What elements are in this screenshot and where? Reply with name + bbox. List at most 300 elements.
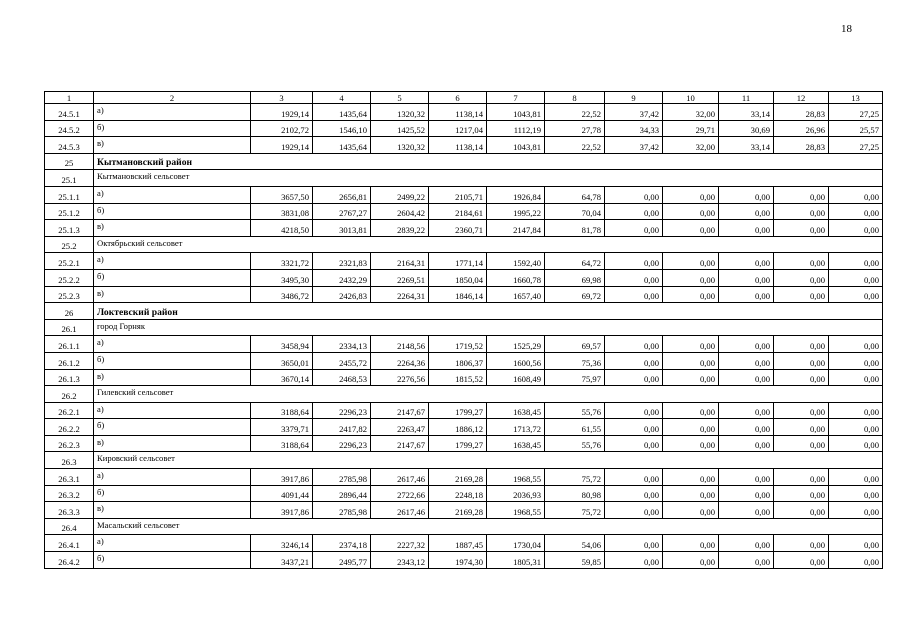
row-option: а): [94, 186, 251, 203]
value-cell: 64,78: [545, 186, 605, 203]
value-cell: 1657,40: [487, 286, 545, 303]
value-cell: 1887,45: [429, 535, 487, 552]
row-code: 26.4.1: [45, 535, 94, 552]
municipality-title: Гилевский сельсовет: [94, 386, 883, 403]
value-cell: 26,96: [774, 120, 829, 137]
value-cell: 1806,37: [429, 352, 487, 369]
value-cell: 1525,29: [487, 336, 545, 353]
row-code: 26.1: [45, 319, 94, 336]
value-cell: 2147,67: [371, 402, 429, 419]
value-cell: 0,00: [774, 253, 829, 270]
table-row: [45, 336, 883, 353]
value-cell: 3917,86: [251, 502, 313, 519]
value-cell: 2785,98: [313, 469, 371, 486]
value-cell: 1929,14: [251, 104, 313, 121]
value-cell: 0,00: [663, 269, 719, 286]
value-cell: 69,98: [545, 269, 605, 286]
table-row: [45, 286, 883, 303]
header-cell: 9: [605, 92, 663, 104]
value-cell: 1320,32: [371, 137, 429, 154]
value-cell: 1425,52: [371, 120, 429, 137]
value-cell: 70,04: [545, 203, 605, 220]
table-row: [45, 369, 883, 386]
row-option: в): [94, 220, 251, 237]
header-cell: 3: [251, 92, 313, 104]
value-cell: 1968,55: [487, 469, 545, 486]
value-cell: 2495,77: [313, 552, 371, 569]
municipality-row: [45, 170, 883, 187]
row-option: б): [94, 352, 251, 369]
value-cell: 0,00: [605, 535, 663, 552]
row-code: 24.5.1: [45, 104, 94, 121]
table-row: [45, 104, 883, 121]
value-cell: 1217,04: [429, 120, 487, 137]
value-cell: 2360,71: [429, 220, 487, 237]
value-cell: 0,00: [663, 485, 719, 502]
value-cell: 0,00: [829, 336, 883, 353]
header-cell: 7: [487, 92, 545, 104]
value-cell: 1815,52: [429, 369, 487, 386]
value-cell: 0,00: [719, 203, 774, 220]
row-option: б): [94, 419, 251, 436]
value-cell: 3495,30: [251, 269, 313, 286]
value-cell: 2248,18: [429, 485, 487, 502]
value-cell: 0,00: [663, 352, 719, 369]
value-cell: 1799,27: [429, 402, 487, 419]
value-cell: 0,00: [719, 253, 774, 270]
row-option: в): [94, 369, 251, 386]
table-row: [45, 186, 883, 203]
value-cell: 1968,55: [487, 502, 545, 519]
value-cell: 0,00: [719, 402, 774, 419]
value-cell: 75,36: [545, 352, 605, 369]
header-cell: 1: [45, 92, 94, 104]
value-cell: 2169,28: [429, 469, 487, 486]
value-cell: 2147,84: [487, 220, 545, 237]
row-option: б): [94, 485, 251, 502]
value-cell: 0,00: [663, 186, 719, 203]
value-cell: 1850,04: [429, 269, 487, 286]
row-code: 26.2.2: [45, 419, 94, 436]
header-cell: 2: [94, 92, 251, 104]
value-cell: 2722,66: [371, 485, 429, 502]
value-cell: 55,76: [545, 435, 605, 452]
value-cell: 1974,30: [429, 552, 487, 569]
value-cell: 3013,81: [313, 220, 371, 237]
value-cell: 0,00: [829, 502, 883, 519]
value-cell: 0,00: [719, 186, 774, 203]
value-cell: 0,00: [663, 502, 719, 519]
row-option: а): [94, 469, 251, 486]
table-body: [45, 92, 883, 569]
value-cell: 1043,81: [487, 104, 545, 121]
value-cell: 0,00: [774, 402, 829, 419]
value-cell: 3486,72: [251, 286, 313, 303]
district-title: Кытмановский район: [94, 153, 883, 170]
value-cell: 0,00: [605, 469, 663, 486]
municipality-title: город Горняк: [94, 319, 883, 336]
value-cell: 0,00: [605, 269, 663, 286]
value-cell: 0,00: [663, 203, 719, 220]
row-code: 26.3.2: [45, 485, 94, 502]
value-cell: 27,78: [545, 120, 605, 137]
table-row: [45, 220, 883, 237]
value-cell: 2105,71: [429, 186, 487, 203]
value-cell: 25,57: [829, 120, 883, 137]
header-row: [45, 92, 883, 104]
value-cell: 0,00: [605, 286, 663, 303]
value-cell: 28,83: [774, 137, 829, 154]
value-cell: 3657,50: [251, 186, 313, 203]
value-cell: 1799,27: [429, 435, 487, 452]
row-code: 26.4.2: [45, 552, 94, 569]
row-code: 25: [45, 153, 94, 170]
value-cell: 0,00: [774, 336, 829, 353]
value-cell: 0,00: [663, 286, 719, 303]
value-cell: 2263,47: [371, 419, 429, 436]
header-cell: 8: [545, 92, 605, 104]
value-cell: 0,00: [663, 369, 719, 386]
value-cell: 0,00: [774, 186, 829, 203]
value-cell: 0,00: [605, 502, 663, 519]
value-cell: 2896,44: [313, 485, 371, 502]
row-code: 25.2.2: [45, 269, 94, 286]
value-cell: 61,55: [545, 419, 605, 436]
value-cell: 33,14: [719, 104, 774, 121]
value-cell: 3437,21: [251, 552, 313, 569]
value-cell: 0,00: [719, 286, 774, 303]
value-cell: 2839,22: [371, 220, 429, 237]
value-cell: 2269,51: [371, 269, 429, 286]
value-cell: 2468,53: [313, 369, 371, 386]
value-cell: 2785,98: [313, 502, 371, 519]
value-cell: 0,00: [774, 220, 829, 237]
value-cell: 0,00: [719, 269, 774, 286]
row-option: б): [94, 552, 251, 569]
value-cell: 54,06: [545, 535, 605, 552]
value-cell: 1995,22: [487, 203, 545, 220]
header-cell: 10: [663, 92, 719, 104]
value-cell: 69,72: [545, 286, 605, 303]
value-cell: 1435,64: [313, 104, 371, 121]
value-cell: 0,00: [829, 186, 883, 203]
value-cell: 2334,13: [313, 336, 371, 353]
value-cell: 75,72: [545, 502, 605, 519]
value-cell: 0,00: [774, 469, 829, 486]
header-cell: 5: [371, 92, 429, 104]
value-cell: 1805,31: [487, 552, 545, 569]
value-cell: 2417,82: [313, 419, 371, 436]
value-cell: 3379,71: [251, 419, 313, 436]
row-code: 26.2.3: [45, 435, 94, 452]
value-cell: 1546,10: [313, 120, 371, 137]
municipality-title: Масальский сельсовет: [94, 518, 883, 535]
row-option: а): [94, 104, 251, 121]
table-row: [45, 435, 883, 452]
row-code: 25.2.1: [45, 253, 94, 270]
value-cell: 0,00: [663, 419, 719, 436]
table-row: [45, 502, 883, 519]
municipality-title: Октябрьский сельсовет: [94, 236, 883, 253]
value-cell: 3650,01: [251, 352, 313, 369]
value-cell: 1638,45: [487, 402, 545, 419]
value-cell: 59,85: [545, 552, 605, 569]
municipality-row: [45, 452, 883, 469]
value-cell: 0,00: [605, 369, 663, 386]
value-cell: 0,00: [719, 552, 774, 569]
value-cell: 0,00: [774, 485, 829, 502]
value-cell: 37,42: [605, 137, 663, 154]
value-cell: 0,00: [663, 552, 719, 569]
value-cell: 0,00: [605, 552, 663, 569]
value-cell: 0,00: [605, 485, 663, 502]
value-cell: 0,00: [829, 269, 883, 286]
value-cell: 0,00: [829, 535, 883, 552]
value-cell: 0,00: [774, 352, 829, 369]
value-cell: 0,00: [774, 552, 829, 569]
table-row: [45, 419, 883, 436]
row-code: 25.2: [45, 236, 94, 253]
value-cell: 0,00: [663, 336, 719, 353]
row-code: 26.3: [45, 452, 94, 469]
table-row: [45, 120, 883, 137]
municipality-row: [45, 319, 883, 336]
table-row: [45, 137, 883, 154]
value-cell: 0,00: [774, 369, 829, 386]
row-code: 26.3.3: [45, 502, 94, 519]
value-cell: 3670,14: [251, 369, 313, 386]
value-cell: 0,00: [605, 352, 663, 369]
value-cell: 0,00: [719, 535, 774, 552]
value-cell: 0,00: [829, 286, 883, 303]
value-cell: 3458,94: [251, 336, 313, 353]
value-cell: 4218,50: [251, 220, 313, 237]
row-code: 26.2: [45, 386, 94, 403]
district-row: [45, 303, 883, 320]
value-cell: 55,76: [545, 402, 605, 419]
value-cell: 32,00: [663, 104, 719, 121]
row-option: а): [94, 336, 251, 353]
value-cell: 1435,64: [313, 137, 371, 154]
table-row: [45, 253, 883, 270]
value-cell: 2164,31: [371, 253, 429, 270]
row-option: в): [94, 435, 251, 452]
value-cell: 2617,46: [371, 469, 429, 486]
value-cell: 2617,46: [371, 502, 429, 519]
value-cell: 2455,72: [313, 352, 371, 369]
value-cell: 2343,12: [371, 552, 429, 569]
value-cell: 0,00: [829, 352, 883, 369]
header-cell: 6: [429, 92, 487, 104]
row-option: б): [94, 269, 251, 286]
value-cell: 32,00: [663, 137, 719, 154]
value-cell: 2321,83: [313, 253, 371, 270]
value-cell: 1043,81: [487, 137, 545, 154]
value-cell: 1112,19: [487, 120, 545, 137]
value-cell: 75,72: [545, 469, 605, 486]
row-code: 26.3.1: [45, 469, 94, 486]
district-title: Локтевский район: [94, 303, 883, 320]
value-cell: 3188,64: [251, 402, 313, 419]
row-code: 25.1.1: [45, 186, 94, 203]
page-number: 18: [841, 23, 852, 35]
value-cell: 0,00: [663, 535, 719, 552]
value-cell: 0,00: [774, 269, 829, 286]
value-cell: 0,00: [829, 435, 883, 452]
row-code: 26.1.2: [45, 352, 94, 369]
value-cell: 0,00: [663, 220, 719, 237]
value-cell: 0,00: [829, 203, 883, 220]
value-cell: 2276,56: [371, 369, 429, 386]
value-cell: 0,00: [829, 485, 883, 502]
row-option: б): [94, 120, 251, 137]
value-cell: 0,00: [719, 220, 774, 237]
row-option: а): [94, 535, 251, 552]
value-cell: 0,00: [719, 435, 774, 452]
value-cell: 0,00: [719, 336, 774, 353]
value-cell: 1886,12: [429, 419, 487, 436]
value-cell: 1719,52: [429, 336, 487, 353]
municipality-row: [45, 386, 883, 403]
header-cell: 4: [313, 92, 371, 104]
municipality-row: [45, 236, 883, 253]
municipality-title: Кытмановский сельсовет: [94, 170, 883, 187]
value-cell: 0,00: [719, 502, 774, 519]
row-option: в): [94, 286, 251, 303]
municipality-title: Кировский сельсовет: [94, 452, 883, 469]
value-cell: 2296,23: [313, 402, 371, 419]
row-code: 25.2.3: [45, 286, 94, 303]
value-cell: 2432,29: [313, 269, 371, 286]
row-code: 25.1.3: [45, 220, 94, 237]
value-cell: 2169,28: [429, 502, 487, 519]
value-cell: 22,52: [545, 137, 605, 154]
value-cell: 1730,04: [487, 535, 545, 552]
value-cell: 0,00: [774, 286, 829, 303]
value-cell: 28,83: [774, 104, 829, 121]
value-cell: 3321,72: [251, 253, 313, 270]
row-option: б): [94, 203, 251, 220]
value-cell: 2036,93: [487, 485, 545, 502]
value-cell: 1771,14: [429, 253, 487, 270]
row-code: 26.1.3: [45, 369, 94, 386]
value-cell: 2102,72: [251, 120, 313, 137]
value-cell: 0,00: [829, 552, 883, 569]
value-cell: 2147,67: [371, 435, 429, 452]
header-cell: 13: [829, 92, 883, 104]
header-cell: 12: [774, 92, 829, 104]
row-option: а): [94, 253, 251, 270]
value-cell: 2264,36: [371, 352, 429, 369]
header-cell: 11: [719, 92, 774, 104]
value-cell: 1138,14: [429, 104, 487, 121]
value-cell: 27,25: [829, 137, 883, 154]
value-cell: 0,00: [829, 469, 883, 486]
value-cell: 0,00: [605, 220, 663, 237]
value-cell: 3831,08: [251, 203, 313, 220]
value-cell: 1929,14: [251, 137, 313, 154]
value-cell: 0,00: [774, 419, 829, 436]
row-code: 24.5.3: [45, 137, 94, 154]
row-option: в): [94, 137, 251, 154]
row-code: 26: [45, 303, 94, 320]
value-cell: 0,00: [829, 402, 883, 419]
value-cell: 69,57: [545, 336, 605, 353]
value-cell: 3188,64: [251, 435, 313, 452]
row-code: 25.1.2: [45, 203, 94, 220]
value-cell: 0,00: [605, 186, 663, 203]
value-cell: 33,14: [719, 137, 774, 154]
row-code: 26.4: [45, 518, 94, 535]
value-cell: 1600,56: [487, 352, 545, 369]
value-cell: 22,52: [545, 104, 605, 121]
value-cell: 3917,86: [251, 469, 313, 486]
table-row: [45, 269, 883, 286]
district-row: [45, 153, 883, 170]
municipality-row: [45, 518, 883, 535]
value-cell: 0,00: [774, 535, 829, 552]
value-cell: 0,00: [829, 419, 883, 436]
value-cell: 1846,14: [429, 286, 487, 303]
value-cell: 0,00: [719, 485, 774, 502]
value-cell: 81,78: [545, 220, 605, 237]
value-cell: 0,00: [605, 435, 663, 452]
row-option: в): [94, 502, 251, 519]
row-option: а): [94, 402, 251, 419]
value-cell: 27,25: [829, 104, 883, 121]
value-cell: 1926,84: [487, 186, 545, 203]
tariff-table: [44, 91, 883, 569]
value-cell: 2148,56: [371, 336, 429, 353]
value-cell: 2374,18: [313, 535, 371, 552]
value-cell: 0,00: [663, 435, 719, 452]
value-cell: 1608,49: [487, 369, 545, 386]
value-cell: 29,71: [663, 120, 719, 137]
value-cell: 0,00: [663, 402, 719, 419]
value-cell: 0,00: [719, 419, 774, 436]
table-row: [45, 352, 883, 369]
value-cell: 0,00: [774, 502, 829, 519]
value-cell: 1138,14: [429, 137, 487, 154]
value-cell: 1660,78: [487, 269, 545, 286]
value-cell: 2767,27: [313, 203, 371, 220]
value-cell: 3246,14: [251, 535, 313, 552]
value-cell: 30,69: [719, 120, 774, 137]
value-cell: 0,00: [829, 369, 883, 386]
value-cell: 0,00: [774, 435, 829, 452]
value-cell: 0,00: [663, 253, 719, 270]
value-cell: 0,00: [829, 220, 883, 237]
table-row: [45, 535, 883, 552]
value-cell: 2499,22: [371, 186, 429, 203]
value-cell: 2656,81: [313, 186, 371, 203]
table-row: [45, 485, 883, 502]
value-cell: 0,00: [719, 352, 774, 369]
value-cell: 0,00: [829, 253, 883, 270]
value-cell: 0,00: [605, 402, 663, 419]
value-cell: 2604,42: [371, 203, 429, 220]
value-cell: 0,00: [719, 469, 774, 486]
row-code: 25.1: [45, 170, 94, 187]
row-code: 26.2.1: [45, 402, 94, 419]
value-cell: 2184,61: [429, 203, 487, 220]
value-cell: 0,00: [605, 336, 663, 353]
value-cell: 1592,40: [487, 253, 545, 270]
value-cell: 1638,45: [487, 435, 545, 452]
value-cell: 64,72: [545, 253, 605, 270]
value-cell: 75,97: [545, 369, 605, 386]
table-row: [45, 552, 883, 569]
